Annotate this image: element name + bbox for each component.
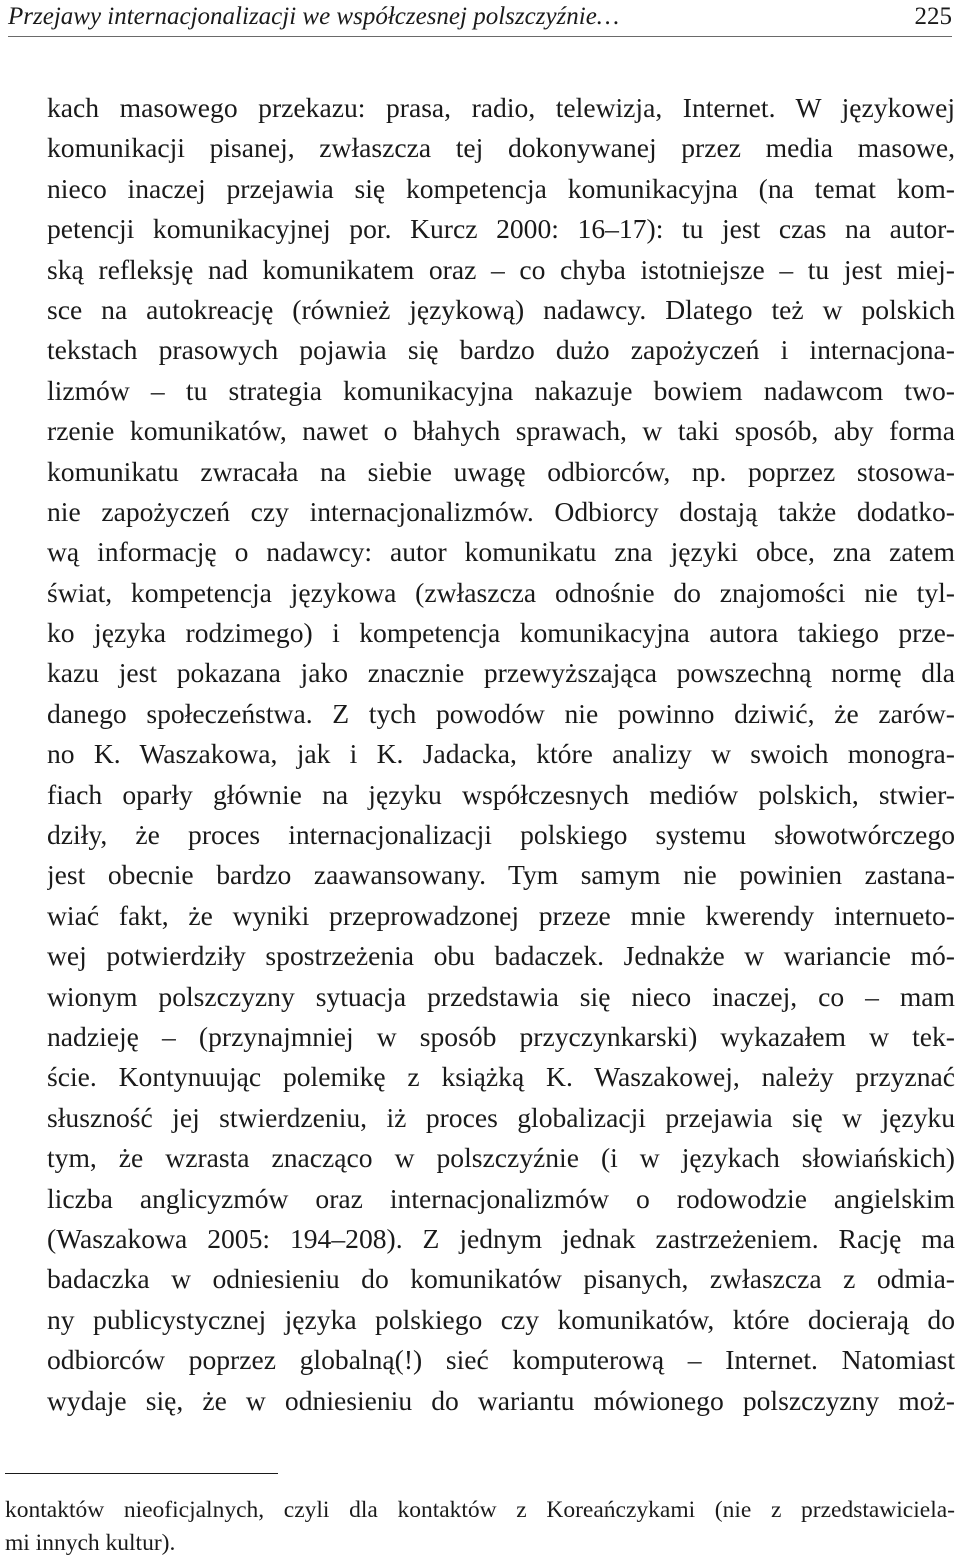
body-line: ny publicystycznej języka polskiego czy komunikatów, które docierają do: [47, 1303, 955, 1335]
body-line: ście. Kontynuując polemikę z książką K. Waszakowej, należy przyznać: [47, 1061, 955, 1093]
body-line: no K. Waszakowa, jak i K. Jadacka, które analizy w swoich monogra-: [47, 738, 955, 770]
footnote-line: kontaktów nieoficjalnych, czyli dla kontaktów z Koreańczykami (nie z przedstawiciela-: [5, 1497, 955, 1523]
body-line: komunikacji pisanej, zwłaszcza tej dokonywanej przez media masowe,: [47, 132, 955, 164]
body-line: dziły, że proces internacjonalizacji polskiego systemu słowotwórczego: [47, 819, 955, 851]
body-line: kazu jest pokazana jako znacznie przewyższająca powszechną normę dla: [47, 657, 955, 689]
body-line: nadzieję – (przynajmniej w sposób przyczynkarski) wykazałem w tek-: [47, 1020, 955, 1052]
body-line: jest obecnie bardzo zaawansowany. Tym samym nie powinien zastana-: [47, 859, 955, 891]
body-line: wionym polszczyzny sytuacja przedstawia się nieco inaczej, co – mam: [47, 980, 955, 1012]
body-line: słuszność jej stwierdzeniu, iż proces globalizacji przejawia się w języku: [47, 1101, 955, 1133]
body-line: nie zapożyczeń czy internacjonalizmów. Odbiorcy dostają także dodatko-: [47, 495, 955, 527]
body-line: ską refleksję nad komunikatem oraz – co chyba istotniejsze – tu jest miej-: [47, 253, 955, 285]
body-line: nieco inaczej przejawia się kompetencja komunikacyjna (na temat kom-: [47, 172, 955, 204]
body-line: danego społeczeństwa. Z tych powodów nie powinno dziwić, że zarów-: [47, 697, 955, 729]
body-line: badaczka w odniesieniu do komunikatów pisanych, zwłaszcza z odmia-: [47, 1263, 955, 1295]
body-text: [47, 88, 955, 1421]
body-line: (Waszakowa 2005: 194–208). Z jednym jednak zastrzeżeniem. Rację ma: [47, 1222, 955, 1254]
body-line: odbiorców poprzez globalną(!) sieć komputerową – Internet. Natomiast: [47, 1344, 955, 1376]
running-head: [8, 0, 952, 37]
body-line: sce na autokreację (również językową) nadawcy. Dlatego też w polskich: [47, 293, 955, 325]
footnote-rule: [5, 1473, 278, 1474]
body-line: tekstach prasowych pojawia się bardzo dużo zapożyczeń i internacjona-: [47, 334, 955, 366]
body-line: rzenie komunikatów, nawet o błahych sprawach, w taki sposób, aby forma: [47, 415, 955, 447]
body-line: petencji komunikacyjnej por. Kurcz 2000: 16–17): tu jest czas na autor-: [47, 213, 955, 245]
body-line: lizmów – tu strategia komunikacyjna nakazuje bowiem nadawcom two-: [47, 374, 955, 406]
body-line: wej potwierdziły spostrzeżenia obu badaczek. Jednakże w wariancie mó-: [47, 940, 955, 972]
body-line: komunikatu zwracała na siebie uwagę odbiorców, np. poprzez stosowa-: [47, 455, 955, 487]
body-line: wą informację o nadawcy: autor komunikatu zna języki obce, zna zatem: [47, 536, 955, 568]
body-line: ko języka rodzimego) i kompetencja komunikacyjna autora takiego prze-: [47, 617, 955, 649]
body-line: kach masowego przekazu: prasa, radio, telewizja, Internet. W językowej: [47, 92, 955, 123]
body-line: wydaje się, że w odniesieniu do wariantu mówionego polszczyzny moż-: [47, 1384, 955, 1416]
footnote-line: mi innych kultur).: [5, 1530, 176, 1556]
footnote: [5, 1494, 955, 1560]
running-head-title: Przejawy internacjonalizacji we współczesnej polszczyźnie…: [8, 3, 620, 30]
page-number: 225: [914, 3, 952, 30]
body-line: tym, że wzrasta znacząco w polszczyźnie (i w językach słowiańskich): [47, 1142, 955, 1174]
body-line: fiach oparły głównie na języku współczesnych mediów polskich, stwier-: [47, 778, 955, 810]
body-line: wiać fakt, że wyniki przeprowadzonej przeze mnie kwerendy internueto-: [47, 899, 955, 931]
body-line: liczba anglicyzmów oraz internacjonalizmów o rodowodzie angielskim: [47, 1182, 955, 1214]
body-line: świat, kompetencja językowa (zwłaszcza odnośnie do znajomości nie tyl-: [47, 576, 955, 608]
